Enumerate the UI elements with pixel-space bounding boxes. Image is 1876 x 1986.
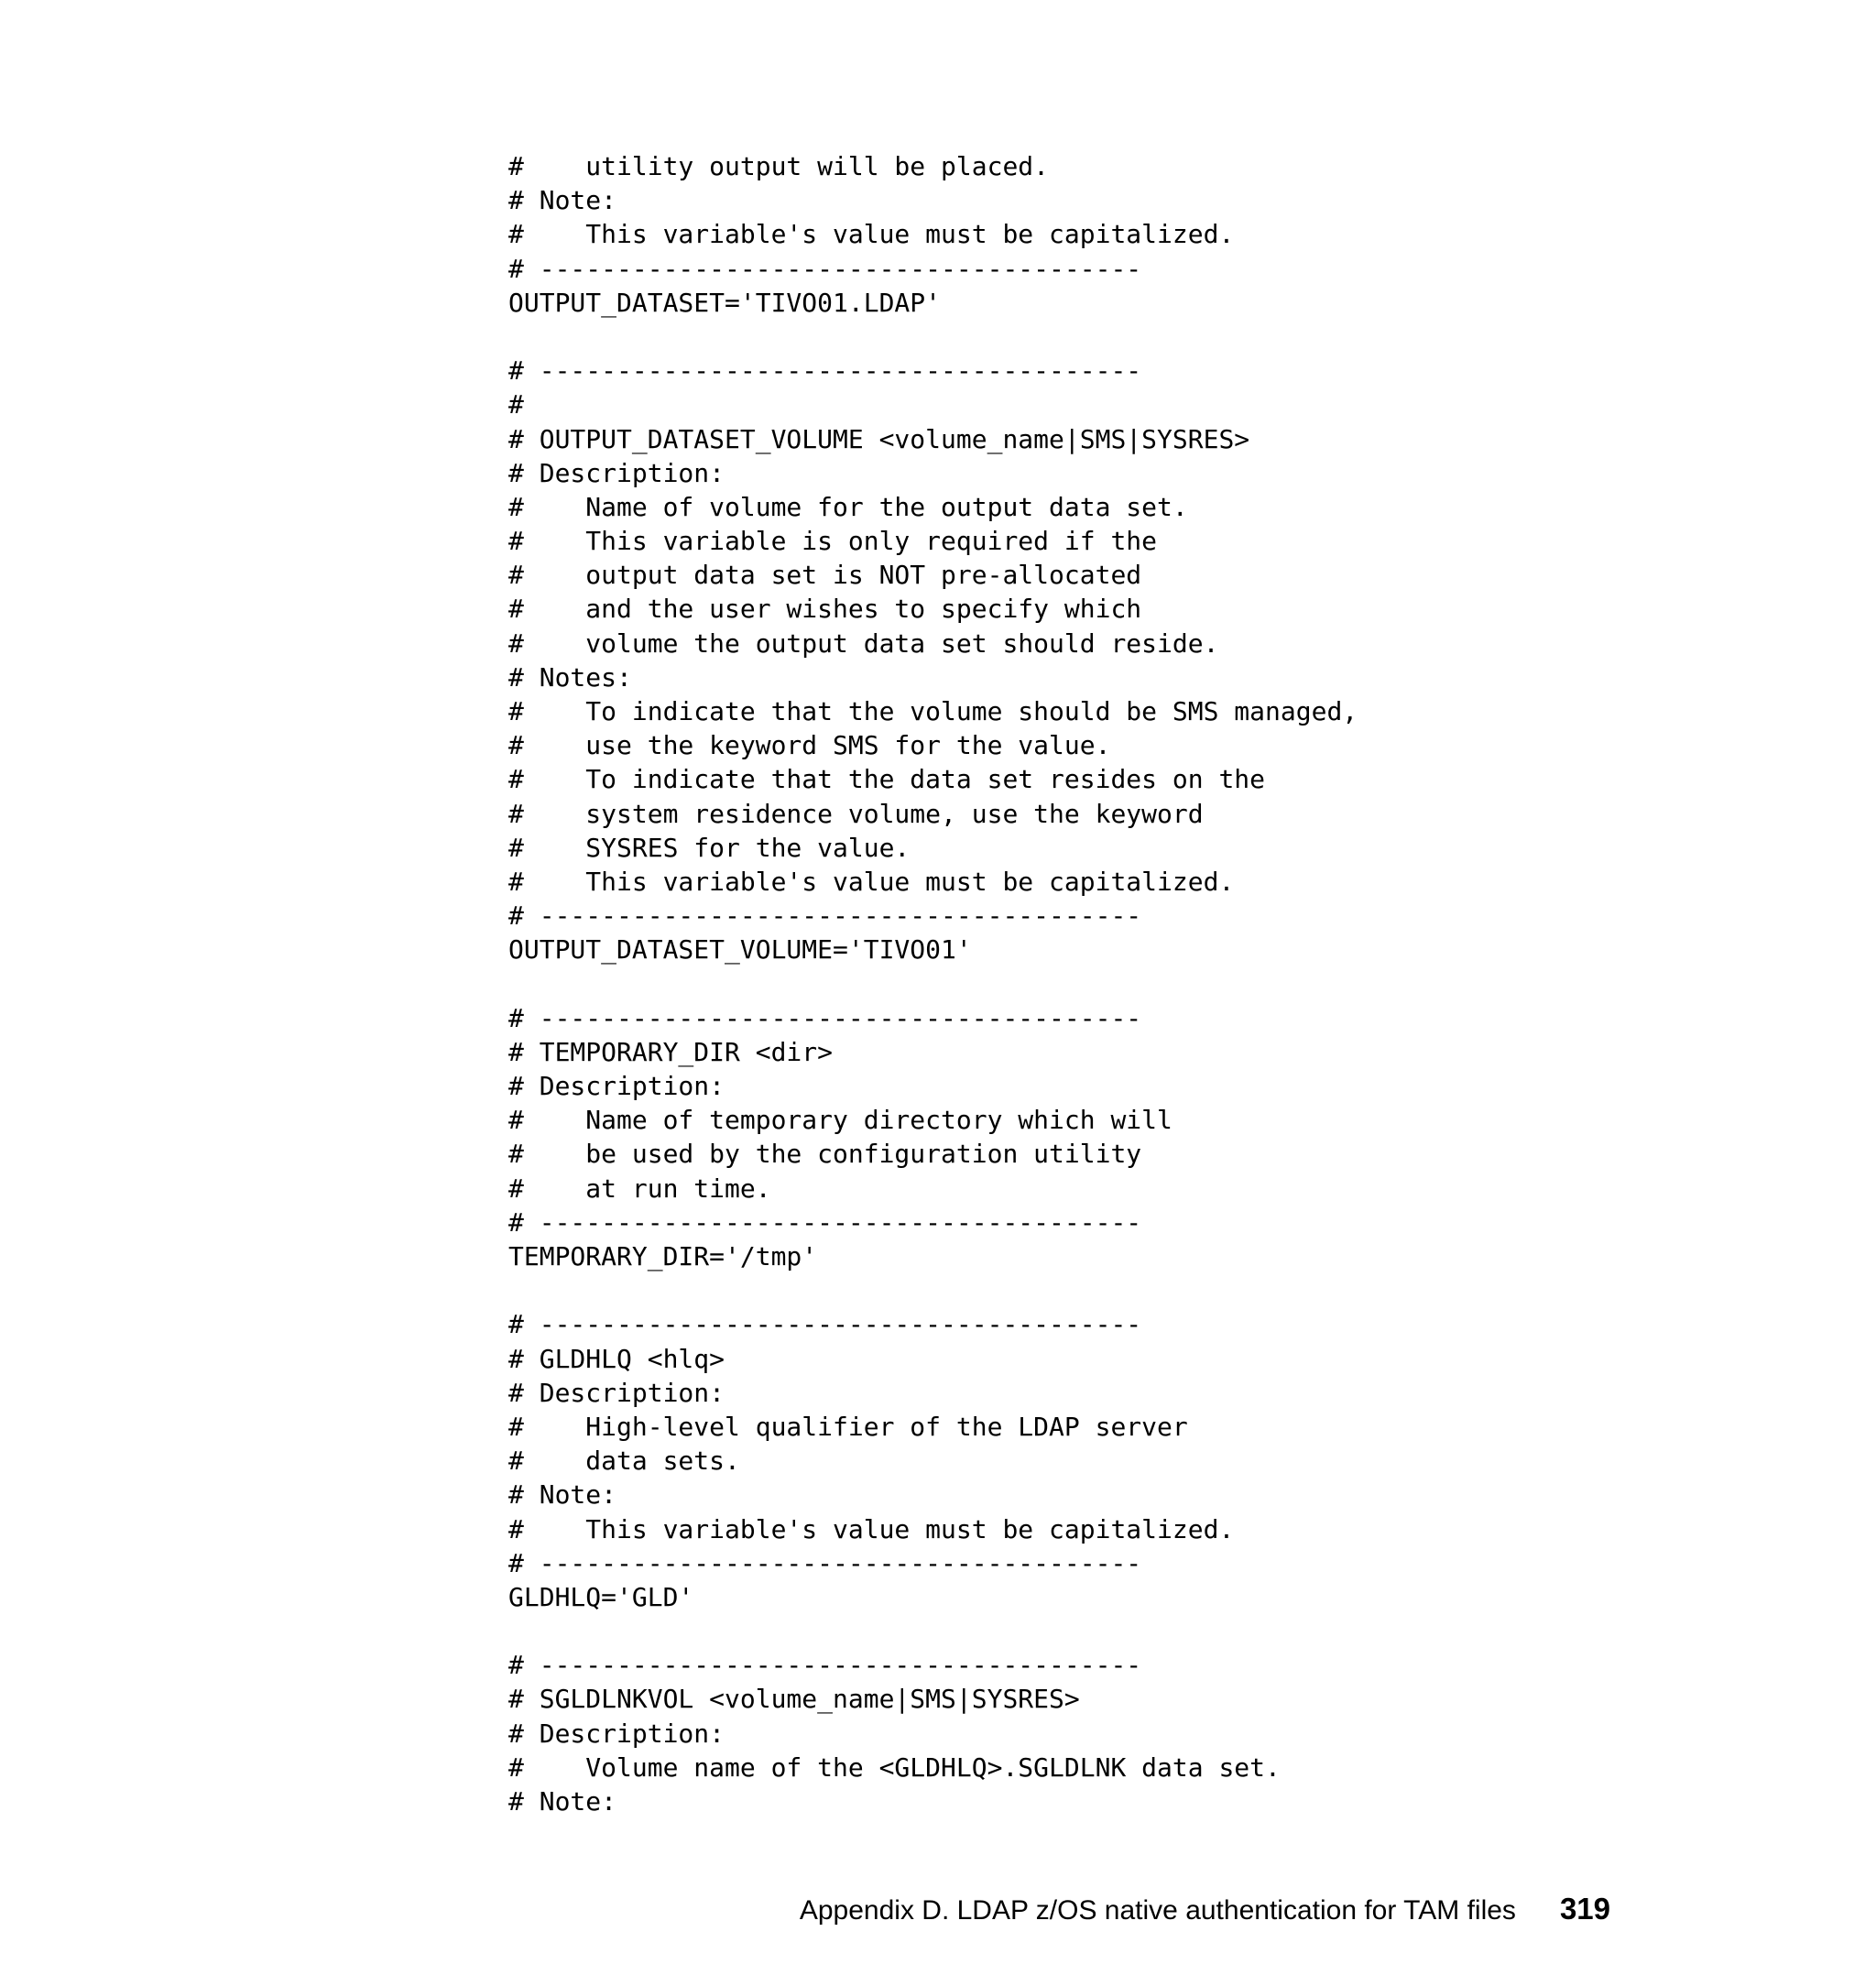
code-line: # Description:: [508, 457, 725, 488]
code-line: # This variable's value must be capitalized.: [508, 219, 1235, 250]
code-line: # SYSRES for the value.: [508, 832, 911, 863]
code-listing: [508, 149, 1358, 1818]
code-line: # ---------------------------------------: [508, 1309, 1142, 1340]
code-line: # SGLDLNKVOL <volume_name|SMS|SYSRES>: [508, 1684, 1080, 1715]
code-line: # Notes:: [508, 661, 632, 693]
code-line: # Description:: [508, 1071, 725, 1102]
code-line: # ---------------------------------------: [508, 900, 1142, 932]
code-line: # at run time.: [508, 1173, 771, 1204]
code-line: # OUTPUT_DATASET_VOLUME <volume_name|SMS|SYSRES>: [508, 423, 1250, 454]
code-line: [508, 320, 1358, 354]
code-line: # Description:: [508, 1377, 725, 1408]
page-number: 319: [1559, 1892, 1610, 1926]
code-line: # be used by the configuration utility: [508, 1139, 1142, 1170]
code-line: GLDHLQ='GLD': [508, 1581, 694, 1612]
code-line: # system residence volume, use the keyword: [508, 798, 1204, 829]
code-line: OUTPUT_DATASET='TIVO01.LDAP': [508, 287, 942, 318]
code-line: # output data set is NOT pre-allocated: [508, 560, 1142, 591]
code-line: # data sets.: [508, 1446, 740, 1477]
code-line: # High-level qualifier of the LDAP server: [508, 1411, 1188, 1442]
code-line: # ---------------------------------------: [508, 1547, 1142, 1578]
code-line: #: [508, 389, 524, 420]
code-line: # GLDHLQ <hlq>: [508, 1343, 725, 1374]
code-line: # use the keyword SMS for the value.: [508, 730, 1111, 761]
code-line: # Name of volume for the output data set.: [508, 491, 1188, 522]
page-footer: [0, 1892, 1610, 1926]
code-line: # Volume name of the <GLDHLQ>.SGLDLNK data set.: [508, 1751, 1281, 1783]
code-line: # To indicate that the volume should be SMS managed,: [508, 696, 1358, 726]
code-line: # To indicate that the data set resides on the: [508, 764, 1266, 795]
code-line: # This variable is only required if the: [508, 526, 1158, 557]
footer-title: Appendix D. LDAP z/OS native authentication for TAM files: [799, 1895, 1516, 1926]
code-line: TEMPORARY_DIR='/tmp': [508, 1241, 818, 1271]
code-line: OUTPUT_DATASET_VOLUME='TIVO01': [508, 934, 972, 966]
code-line: # ---------------------------------------: [508, 1650, 1142, 1681]
code-line: [508, 1614, 1358, 1648]
code-line: # Note:: [508, 1479, 617, 1511]
code-line: [508, 967, 1358, 1001]
code-line: # and the user wishes to specify which: [508, 594, 1142, 625]
code-line: # This variable's value must be capitalized.: [508, 1513, 1235, 1544]
code-line: # Note:: [508, 1786, 617, 1817]
code-line: # ---------------------------------------: [508, 253, 1142, 284]
code-line: [508, 1273, 1358, 1307]
code-line: # ---------------------------------------: [508, 1206, 1142, 1238]
code-line: # This variable's value must be capitalized.: [508, 866, 1235, 897]
code-line: # Note:: [508, 185, 617, 216]
code-line: # ---------------------------------------: [508, 1002, 1142, 1033]
code-line: # TEMPORARY_DIR <dir>: [508, 1036, 834, 1067]
code-line: # ---------------------------------------: [508, 355, 1142, 387]
code-line: # Description:: [508, 1718, 725, 1749]
code-line: # Name of temporary directory which will: [508, 1105, 1172, 1136]
code-line: # volume the output data set should reside.: [508, 627, 1219, 659]
code-line: # utility output will be placed.: [508, 151, 1050, 181]
